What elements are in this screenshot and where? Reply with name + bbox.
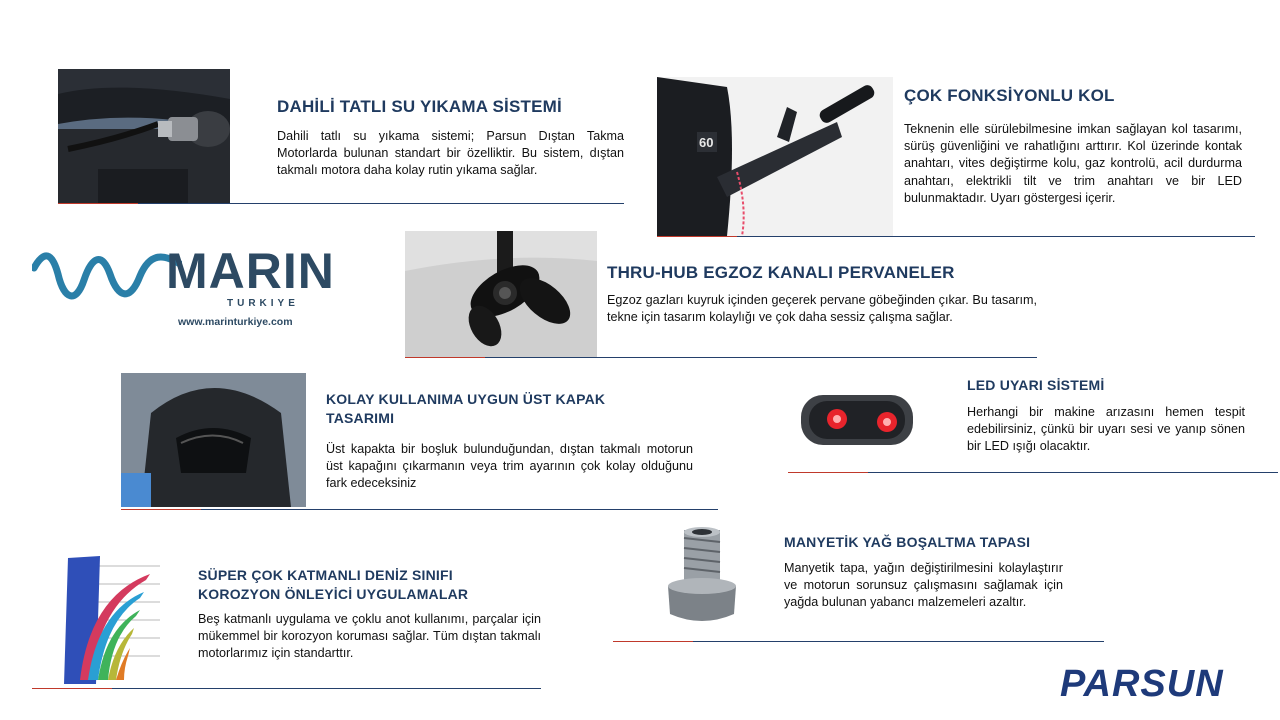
freshwater-divider — [58, 203, 624, 204]
logo-name: MARIN — [166, 243, 335, 299]
tiller-badge: 60 — [699, 135, 714, 150]
led-title: LED UYARI SİSTEMİ — [967, 377, 1105, 393]
marin-logo — [32, 243, 335, 332]
drain-divider — [613, 641, 1104, 642]
tiller-title: ÇOK FONKSİYONLU KOL — [904, 86, 1115, 105]
propeller-text: Egzoz gazları kuyruk içinden geçerek pervane göbeğinden çıkar. Bu tasarım, tekne için tasarım kolaylığı ve çok daha sessiz çalışma sağlar. — [607, 293, 1037, 325]
propeller-title: THRU-HUB EGZOZ KANALI PERVANELER — [607, 263, 955, 282]
corrosion-title: SÜPER ÇOK KATMANLI DENİZ SINIFI KOROZYON ÖNLEYİCİ UYGULAMALAR — [198, 567, 469, 602]
parsun-logo: PARSUN — [1060, 663, 1224, 705]
tiller-text: Teknenin elle sürülebilmesine imkan sağlayan kol tasarımı, sürüş güvenliğini ve rahatlığını arttırır. Kol üzerinde kontak anahtarı, vites değiştirme kolu, gaz kontrolü, acil durdurma anahtarı, elektrikli tilt ve trim anahtarı ve bir LED bulunmaktadır. Uyarı göstergesi içerir. — [904, 122, 1242, 205]
drain-plug-photo — [662, 524, 742, 628]
corrosion-text: Beş katmanlı uygulama ve çoklu anot kullanımı, parçalar için mükemmel bir korozyon koruması sağlar. Tüm dıştan takmalı motorlarımız için standarttır. — [198, 612, 541, 661]
cowling-title: KOLAY KULLANIMA UYGUN ÜST KAPAK TASARIMI — [326, 391, 606, 426]
led-photo — [795, 391, 920, 451]
tiller-divider — [657, 236, 1255, 237]
drain-text: Manyetik tapa, yağın değiştirilmesini kolaylaştırır ve motorun sorunsuz çalışmasını sağlamak için yağda bulunan yabancı malzemeleri azaltır. — [784, 561, 1063, 610]
led-divider — [788, 472, 1278, 473]
cowling-photo — [121, 373, 306, 507]
cowling-text: Üst kapakta bir boşluk bulunduğundan, dıştan takmalı motorun üst kapağını çıkarmanın veya trim ayarının çok kolay olduğunu fark edeceksiniz — [326, 442, 693, 491]
freshwater-text: Dahili tatlı su yıkama sistemi; Parsun Dıştan Takma Motorlarda bulunan standart bir özelliktir. Bu sistem, dıştan takmalı motora daha kolay rutin yıkama sağlar. — [277, 129, 624, 178]
drain-title: MANYETİK YAĞ BOŞALTMA TAPASI — [784, 534, 1031, 550]
freshwater-flush-photo — [58, 69, 230, 203]
logo-url: www.marinturkiye.com — [178, 316, 293, 328]
corrosion-layers-graphic — [50, 556, 162, 686]
wave-icon — [32, 244, 182, 310]
logo-subtitle: TURKIYE — [227, 298, 299, 309]
corrosion-divider — [32, 688, 541, 689]
cowling-divider — [121, 509, 718, 510]
propeller-photo — [405, 231, 597, 357]
tiller-photo — [657, 77, 893, 236]
propeller-divider — [405, 357, 1037, 358]
led-text: Herhangi bir makine arızasını hemen tespit edebilirsiniz, çünkü bir uyarı sesi ve yanıp sönen bir LED ışığı olacaktır. — [967, 405, 1245, 454]
freshwater-title: DAHİLİ TATLI SU YIKAMA SİSTEMİ — [277, 97, 562, 116]
